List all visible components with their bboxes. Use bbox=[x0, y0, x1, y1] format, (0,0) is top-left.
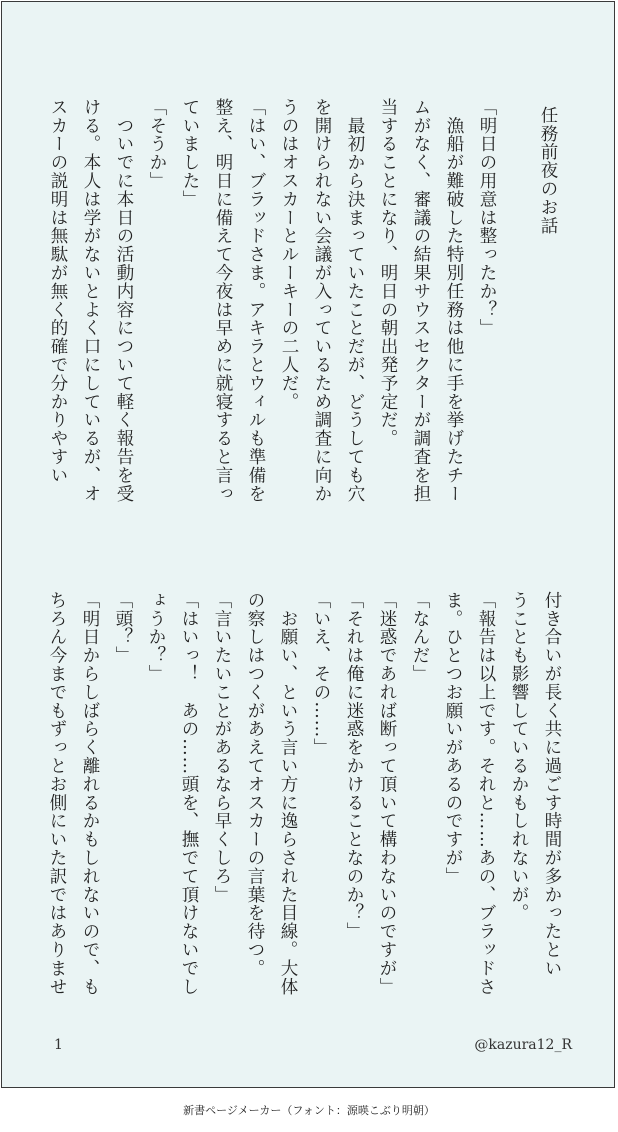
text-column: うのはオスカーとルーキーの二人だ。 bbox=[279, 98, 299, 411]
text-column: 漁船が難破した特別任務は他に手を挙げたチー bbox=[444, 98, 464, 503]
text-column: 「頭？」 bbox=[113, 591, 133, 665]
text-column: スカーの説明は無駄が無く的確で分かりやすい bbox=[48, 98, 68, 485]
text-column: 「そうか」 bbox=[147, 98, 167, 190]
page-number: 1 bbox=[54, 1037, 63, 1053]
text-column: ま。ひとつお願いがあるのですが」 bbox=[443, 591, 463, 886]
text-column: 「迷惑であれば断って頂いて構わないのですが」 bbox=[377, 591, 397, 996]
text-column: を開けられない会議が入っているため調査に向か bbox=[312, 98, 332, 503]
text-column: 「明日からしばらく離れるかもしれないので、も bbox=[80, 591, 100, 996]
text-column: 整え、明日に備えて今夜は早めに就寝すると言っ bbox=[213, 98, 233, 503]
text-column: うことも影響しているかもしれないが。 bbox=[509, 591, 529, 923]
text-column: 「それは俺に迷惑をかけることなのか？」 bbox=[344, 591, 364, 941]
text-column: の察しはつくがあえてオスカーの言葉を待つ。 bbox=[245, 591, 265, 978]
text-column: お願い、という言い方に逸らされた目線。大体 bbox=[278, 591, 298, 996]
story-title: 任務前夜のお話 bbox=[538, 106, 558, 235]
text-column: ょうか？」 bbox=[146, 591, 166, 683]
text-column: 「はいっ！ あの……頭を、撫でて頂けないでし bbox=[179, 591, 199, 996]
text-column: 「なんだ」 bbox=[410, 591, 430, 683]
text-column: ちろん今までもずっとお側にいた訳ではありませ bbox=[47, 591, 67, 996]
text-column: 「報告は以上です。それと……あの、ブラッドさ bbox=[476, 591, 496, 996]
text-column: ムがなく、審議の結果サウスセクターが調査を担 bbox=[411, 98, 431, 503]
text-column: 「明日の用意は整ったか？」 bbox=[477, 98, 497, 338]
text-column: ていました」 bbox=[180, 98, 200, 209]
text-column: 「はい、ブラッドさま。アキラとウィルも準備を bbox=[246, 98, 266, 503]
text-column: 「いえ、その……」 bbox=[311, 591, 331, 757]
footer-caption: 新書ページメーカー（フォント：源暎こぶり明朝） bbox=[183, 1104, 435, 1117]
author-handle: @kazura12_R bbox=[474, 1037, 572, 1053]
text-column: ついでに本日の活動内容について軽く報告を受 bbox=[114, 98, 134, 503]
text-column: 最初から決まっていたことだが、どうしても穴 bbox=[345, 98, 365, 503]
text-column: 当することになり、明日の朝出発予定だ。 bbox=[378, 98, 398, 448]
text-column: ける。本人は学がないとよく口にしているが、オ bbox=[81, 98, 101, 503]
text-column: 付き合いが長く共に過ごす時間が多かったとい bbox=[542, 591, 562, 978]
book-page bbox=[1, 1, 615, 1088]
text-column: 「言いたいことがあるなら早くしろ」 bbox=[212, 591, 232, 904]
